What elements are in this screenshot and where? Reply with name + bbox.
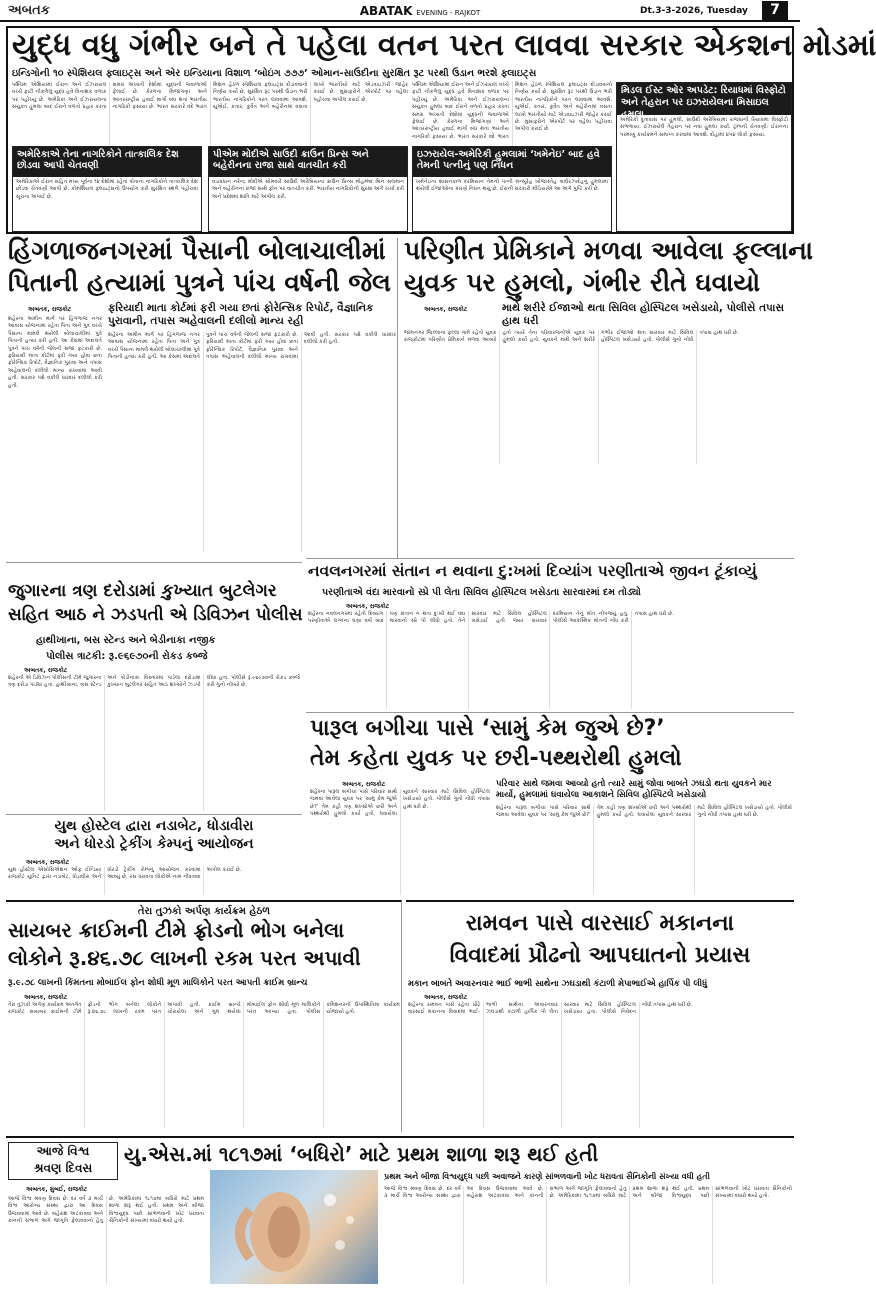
story-gambling-subhead-2: પોલીસ ત્રાટકી: રૂ.૯૬૯૭૦ની રોકડ કબ્જે [46,651,208,662]
story-youth-hostel-headline-1: યુથ હોસ્ટેલ દ્વારા નડાબેટ, ધોડાવીરા [54,818,254,834]
story-cyber-dateline: અબતક, રાજકોટ [24,994,68,1001]
story-navalnagar-dateline: અબતક, રાજકોટ [346,603,390,610]
masthead-edition: EVENING - RAJKOT [416,9,481,17]
story-falla-body: જામનગર જિલ્લાના ફલ્લા ગામે રહેતો યુવક રાજકોટમાં પરિણીત પ્રેમિકાને મળવા આવ્યો હતો ત્યારે તેના પરિવારજનોએ યુવક પર હુમલો કર્યો હતો. યુવકને માથે અને શરીરે ગંભીર ઈજાઓ થતા સારવાર માટે સિવિલ હોસ્પિટલ ખસેડાયો હતો. પોલીસે ગુનો નોંધી તપાસ હાથ ધરી છે. [404,330,739,344]
story-navalnagar-headline: નવલનગરમાં સંતાન ન થવાના દુ:ખમાં દિવ્યાંગ પરણીતાએ જીવન ટૂંકાવ્યું [308,562,757,580]
story-cyber [6,900,402,1132]
story-hearing-kicker-1: આજે વિશ્વ [36,1144,90,1158]
lead-box-modi-title: પીએમ મોદીએ સાઉદી ક્રાઉન પ્રિન્સ અને બહેરીનના રાજા સાથે વાતચીત કરી [209,147,407,177]
story-gambling-body: શહેરની એ ડિવિઝન પોલીસની ટીમે જુગારના ત્રણ દરોડા પાડ્યા હતા. હાથીખાના, બસ સ્ટેન્ડ અને બેડીનાકા વિસ્તારમાં પાડેલા દરોડામાં કુખ્યાત બુટલેગર સહિત આઠ શખ્સોને ઝડપી લીધા હતા. પોલીસે રૂ.૯૬૯૭૦ની રોકડ કબ્જે કરી ગુનો નોંધ્યો છે. [8,675,300,689]
story-parul-body-left: શહેરના પારૂલ બગીચા પાસે પરિવાર સાથે જમવા આવેલા યુવક પર ‘સામું કેમ જુએ છે?’ તેમ કહી ત્રણ શખ્સોએ છરી અને પથ્થરોથી હુમલો કર્યો હતો. ઘવાયેલા યુવકને સારવાર માટે સિવિલ હોસ્પિટલ ખસેડાયો હતો. પોલીસે ગુનો નોંધી તપાસ હાથ ધરી છે. [310,789,490,818]
story-falla-dateline: અબતક, રાજકોટ [424,306,468,313]
story-hearing-day [6,1136,794,1286]
story-hingalaj-subhead: ફરિયાદી માતા કોર્ટમાં ફરી ગયા છતાં ફોરેન્સિક રિપોર્ટ, વૈજ્ઞાનિક પુરાવાની, તપાસ અહેવાલની દલીલો માન્ય રહી [108,302,374,327]
story-hingalaj-body-left: શહેરના અમીન માર્ગ પર હિંગળાજ નગર આવાસ યોજનામાં રહેતા પિતા અને પુત્ર વચ્ચે પૈસાના મામલે થયેલી બોલાચાલીમાં પુત્રે પિતાની હત્યા કરી હતી. આ કેસમાં અદાલતે પુત્રને પાંચ વર્ષની જેલની સજા ફટકારી છે. ફરિયાદી માતા કોર્ટમાં ફરી ગયા હોવા છતાં ફોરેન્સિક રિપોર્ટ, વૈજ્ઞાનિક પુરાવા અને તપાસ અહેવાલની દલીલો માન્ય રાખવામાં આવી હતી. સરકાર પક્ષે વકીલે ધારદાર દલીલો કરી હતી. [8,316,102,389]
lead-box-usa-body: અમેરિકાએ ઈરાન સહિત મધ્ય પૂર્વના ૧૪ દેશોમાં રહેતા પોતાના નાગરિકોને તાત્કાલિક દેશ છોડવા ચેતવણી આપી છે. કોમર્શિયલ ફ્લાઇટ્સનો ઉપયોગ કરી સુરક્ષિત સ્થળે પહોંચવા સૂચના અપાઈ છે. [16,179,198,200]
lead-box-khamenei [412,146,612,232]
lead-box-update-body: અમેરિકી દૂતાવાસ પર હુમલો, સાઉદી અરેબિયામાં રાજધાની રિયાધમાં વિસ્ફોટો સંભળાયા. ઈઝરાયેલે તેહરાન પર નવા હુમલા કર્યા. ટ્રમ્પની ચેતવણી: ઈરાનના પરમાણુ કાર્યક્રમને સમાપ્ત કરવામાં આવશે. દોહામાં ૪૫૪ લોકો ફસાયા. [620,117,788,138]
story-falla-subhead: માથે શરીરે ઈજાઓ થતા સિવિલ હોસ્પિટલ ખસેડાયો, પોલીસે તપાસ હાથ ધરી [502,302,784,327]
masthead-logo: અબતક [8,3,50,18]
story-cyber-kicker: તેરા તુઝકો અર્પણ કાર્યક્રમ હેઠળ [137,906,271,917]
story-ramvan-subhead: મકાન બાબતે અવારનવાર ભાઈ ભાભી સાથેના ઝઘડાથી કંટાળી મેપાભાઈએ હાર્પિક પી લીધું [408,978,708,988]
lead-story [6,26,876,234]
story-gambling [6,562,302,814]
story-cyber-subhead: રૂ.૯.૭૮ લાખની કિંમતના મોબાઈલ ફોન શોધી મૂળ માલિકોને પરત આપતી ક્રાઈમ બ્રાન્ચ [8,978,308,988]
story-cyber-headline-1: સાયબર ક્રાઈમની ટીમે ફ્રોડનો ભોગ બનેલા [8,918,345,942]
masthead-date: Dt.3-3-2026, Tuesday [640,6,748,16]
masthead-title: ABATAK [359,4,413,18]
story-hearing-body-left: આજે વિશ્વ શ્રવણ દિવસ છે. દર વર્ષે ૩ માર્ચે વિશ્વ આરોગ્ય સંસ્થા દ્વારા આ દિવસ ઉજવવામાં આવે છે. બહેરાશ અટકાવવા અને કાનની સંભાળ અંગે જાગૃતિ ફેલાવવાનો હેતુ છે. અમેરિકામાં ૧૮૧૭માં બધિરો માટે પ્રથમ શાળા શરૂ થઈ હતી. પ્રથમ અને બીજા વિશ્વયુદ્ધ પછી સાંભળવાની ખોટ ધરાવતા સૈનિકોની સંખ્યામાં વધારો થયો હતો. [8,1196,204,1225]
story-falla-headline-1: પરિણીત પ્રેમિકાને મળવા આવેલા ફલ્લાના [404,236,813,265]
story-parul-body: શહેરના પારૂલ બગીચા પાસે પરિવાર સાથે જમવા આવેલા યુવક પર ‘સામું કેમ જુએ છે?’ તેમ કહી ત્રણ શખ્સોએ છરી અને પથ્થરોથી હુમલો કર્યો હતો. ઘવાયેલા યુવકને સારવાર માટે સિવિલ હોસ્પિટલ ખસેડાયો હતો. પોલીસે ગુનો નોંધી તપાસ હાથ ધરી છે. [496,805,792,819]
lead-box-khamenei-title: ઇઝરાયેલ-અમેરિકી હુમલામાં ‘ખમેનેઇ’ બાદ હવે તેમની પત્નીનું પણ નિધન [413,147,611,177]
story-hingalaj-headline-2: પિતાની હત્યામાં પુત્રને પાંચ વર્ષની જેલ [8,268,391,297]
lead-box-update-title: મિડલ ઈસ્ટ ઓર અપડેટ: રિયાધમાં વિસ્ફોટો અને તેહરાન પર ઇઝરાયેલના મિસાઇલ હુમલા [617,83,791,115]
story-youth-hostel-body: યુથ હોસ્ટેલ એસોસિએશન ઓફ ઈન્ડિયા રાજકોટ યુનિટ દ્વારા નડાબેટ, ધોડાવીરા અને ધોરડો ટ્રેકીંગ કેમ્પનું આયોજન કરવામાં આવ્યું છે. રસ ધરાવતા લોકોએ નામ નોંધાવવા અપીલ કરાઈ છે. [8,867,242,881]
story-hearing-body: આજે વિશ્વ શ્રવણ દિવસ છે. દર વર્ષે ૩ માર્ચે વિશ્વ આરોગ્ય સંસ્થા દ્વારા આ દિવસ ઉજવવામાં આવે છે. બહેરાશ અટકાવવા અને કાનની સંભાળ અંગે જાગૃતિ ફેલાવવાનો હેતુ છે. અમેરિકામાં ૧૮૧૭માં બધિરો માટે પ્રથમ શાળા શરૂ થઈ હતી. પ્રથમ અને બીજા વિશ્વયુદ્ધ પછી સાંભળવાની ખોટ ધરાવતા સૈનિકોની સંખ્યામાં વધારો થયો હતો. [384,1186,792,1200]
lead-box-update [616,82,792,232]
story-hingalaj-headline-1: હિંગળાજનગરમાં પૈસાની બોલાચાલીમાં [8,236,386,265]
lead-box-khamenei-body: ખમેનેઇના શાસનકાળ દરમિયાન તેમની પત્ની મન્સૂરેહ ખોજાસ્તેહ બાઘેરઝાદેહનું હુમલામાં થયેલી ઈજાઓના કારણે નિધન થયું છે. ઈરાની સરકારી મીડિયાએ આ અંગે પુષ્ટિ કરી છે. [416,179,608,193]
story-hearing-kicker-box [8,1142,118,1180]
lead-box-usa-title: અમેરિકાએ તેના નાગરિકોને તાત્કાલિક દેશ છોડવા આપી ચેતવણી [13,147,201,177]
story-parul-dateline: અબતક, રાજકોટ [342,781,386,788]
story-cyber-body: તેરા તુઝકો અર્પણ કાર્યક્રમ અંતર્ગત રાજકોટ સાયબર ક્રાઈમની ટીમે ફ્રોડનો ભોગ બનેલા લોકોને રૂ.૪૬.૭૮ લાખની રકમ પરત અપાવી હતી. ક્રાઈમ બ્રાન્ચે ચોરાયેલા અને ગુમ થયેલા મોબાઈલ ફોન શોધી મૂળ માલિકોને પરત આપ્યા હતા. પોલીસ કમિશનરની ઉપસ્થિતિમાં કાર્યક્રમ યોજાયો હતો. [8,1002,400,1016]
story-youth-hostel-dateline: અબતક, રાજકોટ [26,859,70,866]
story-ramvan-body: શહેરના રામવન પાસે રહેતા પ્રૌઢે વારસાઈ મકાનના વિવાદમાં ભાઈ-ભાભી સાથેના અવારનવાર ઝઘડાથી કંટાળી હાર્પિક પી લેતા સારવાર માટે સિવિલ હોસ્પિટલ ખસેડાયા હતા. પોલીસે નિવેદન નોંધી તપાસ હાથ ધરી છે. [408,1002,693,1016]
lead-box-modi [208,146,408,232]
story-gambling-dateline: અબતક, રાજકોટ [24,667,68,674]
lead-box-usa [12,146,202,232]
lead-body: પશ્ચિમ એશિયામાં ઈરાન અને ઈઝરાયલ વચ્ચે ફાટી નીકળેલું યુદ્ધ હવે વિનાશક વળાંક પર પહોંચ્યું છે. અમેરિકા અને ઈઝરાયલના સંયુક્ત હુમલા બાદ ઈરાને વળતો પ્રહાર કરતા સમગ્ર અખાતી દેશોમાં યુદ્ધની જ્વાળાઓ ફેલાઈ છે. કેરળના મિજાગણાં અને આંતરરાષ્ટ્રીય હવાઈ માર્ગો બંધ થતાં ભારતીય નાગરિકો ફસાયા છે. ભારત સરકારે વંદે ભારત મિશન હેઠળ સ્પેશિયલ ફ્લાઇટ્સ દોડાવવાનો નિર્ણય કર્યો છે. સુરક્ષિત રૂટ પરથી ઉડાન ભરી ભારતીય નાગરિકોને પરત લાવવામાં આવશે. યુએઈ, કતાર, કુવૈત અને બહેરીનમાં વસતા લાખો ભારતીયો માટે એડવાઇઝરી જાહેર કરાઈ છે. મુસાફરોને એરપોર્ટ પર વહેલા પહોંચવા અપીલ કરાઈ છે. [12,82,408,111]
masthead-title-wrap [320,4,520,18]
story-hearing-subhead: પ્રથમ અને બીજા વિશ્વયુદ્ધ પછી અવાજને કારણે સાંભળવાની ખોટ ધરાવતા સૈનિકોની સંખ્યા વધી હતી [384,1172,710,1181]
story-gambling-headline-1: જુગારના ત્રણ દરોડામાં કુખ્યાત બુટલેગર [8,581,277,601]
lead-box-modi-body: વડાપ્રધાન નરેન્દ્ર મોદીએ સોમવારે સાઉદી અરેબિયાના ક્રાઉન પ્રિન્સ મોહમ્મદ બિન સલમાન અને બહેરીનના રાજા સાથે ફોન પર વાતચીત કરી. ભારતીય નાગરિકોની સુરક્ષા અંગે ચર્ચા કરી અને પ્રદેશમાં શાંતિ માટે અપીલ કરી. [212,179,404,200]
masthead [0,0,800,22]
ear-icon [210,1170,378,1284]
story-navalnagar [306,558,794,712]
story-hingalaj-body: શહેરના અમીન માર્ગ પર હિંગળાજ નગર આવાસ યોજનામાં રહેતા પિતા અને પુત્ર વચ્ચે પૈસાના મામલે થયેલી બોલાચાલીમાં પુત્રે પિતાની હત્યા કરી હતી. આ કેસમાં અદાલતે પુત્રને પાંચ વર્ષની જેલની સજા ફટકારી છે. ફરિયાદી માતા કોર્ટમાં ફરી ગયા હોવા છતાં ફોરેન્સિક રિપોર્ટ, વૈજ્ઞાનિક પુરાવા અને તપાસ અહેવાલની દલીલો માન્ય રાખવામાં આવી હતી. સરકાર પક્ષે વકીલે ધારદાર દલીલો કરી હતી. [108,332,396,361]
story-falla [402,236,813,558]
story-gambling-subhead-1: હાથીખાના, બસ સ્ટેન્ડ અને બેડીનાકા નજીક [36,635,216,646]
story-ramvan-dateline: અબતક, રાજકોટ [424,994,468,1001]
story-gambling-headline-2: સહિત આઠ ને ઝડપતી એ ડિવિઝન પોલીસ [8,605,303,625]
story-falla-headline-2: યુવક પર હુમલો, ગંભીર રીતે ઘવાયો [404,268,761,297]
story-youth-hostel [6,814,302,896]
lead-body-right: પશ્ચિમ એશિયામાં ઈરાન અને ઈઝરાયલ વચ્ચે ફાટી નીકળેલું યુદ્ધ હવે વિનાશક વળાંક પર પહોંચ્યું છે. અમેરિકા અને ઈઝરાયલના સંયુક્ત હુમલા બાદ ઈરાને વળતો પ્રહાર કરતા સમગ્ર અખાતી દેશોમાં યુદ્ધની જ્વાળાઓ ફેલાઈ છે. કેરળના મિજાગણાં અને આંતરરાષ્ટ્રીય હવાઈ માર્ગો બંધ થતાં ભારતીય નાગરિકો ફસાયા છે. ભારત સરકારે વંદે ભારત મિશન હેઠળ સ્પેશિયલ ફ્લાઇટ્સ દોડાવવાનો નિર્ણય કર્યો છે. સુરક્ષિત રૂટ પરથી ઉડાન ભરી ભારતીય નાગરિકોને પરત લાવવામાં આવશે. યુએઈ, કતાર, કુવૈત અને બહેરીનમાં વસતા લાખો ભારતીયો માટે એડવાઇઝરી જાહેર કરાઈ છે. મુસાફરોને એરપોર્ટ પર વહેલા પહોંચવા અપીલ કરાઈ છે. [412,82,612,140]
hearing-photo [210,1170,378,1284]
story-ramvan-headline-2: વિવાદમાં પ્રૌઢનો આપઘાતનો પ્રયાસ [449,943,751,968]
story-navalnagar-body: શહેરના નવલનગરમાં રહેતી દિવ્યાંગ પરણીતાએ લગ્નના ઘણા વર્ષો બાદ પણ સંતાન ન થતા દુ:ખી થઈ વંદા મારવાનો સ્પ્રે પી લીધો હતો. તેને સારવાર માટે સિવિલ હોસ્પિટલ ખસેડાઈ હતી જ્યાં સારવાર દરમિયાન તેનું મોત નીપજ્યું હતું. પોલીસે આકસ્મિક મોતની નોંધ કરી તપાસ હાથ ધરી છે. [308,611,674,625]
story-hingalaj [6,238,398,558]
story-navalnagar-subhead: પરણીતાએ વંદા મારવાનો સ્પ્રે પી લેતા સિવિલ હોસ્પિટલ ખસેડતા સારવારમાં દમ તોડ્યો [322,587,641,598]
story-cyber-headline-2: લોકોને રૂ.૪૬.૭૮ લાખની રકમ પરત અપાવી [8,946,361,970]
story-hingalaj-dateline: અબતક, રાજકોટ [28,306,72,313]
story-parul-headline-2: તેમ કહેતા યુવક પર છરી-પથ્થરોથી હુમલો [310,746,682,771]
story-parul-subhead: પરિવાર સાથે જમવા આવ્યો હતો ત્યારે સામું જોવા બાબતે ઝઘડો થતા યુવકને માર માર્યો, હુમલામાં ઘવાયેલા આકાશને સિવિલ હોસ્પિટલે ખસેડાયો [496,779,772,800]
lead-headline: યુદ્ધ વધુ ગંભીર બને તે પહેલા વતન પરત લાવવા સરકાર એકશન મોડમાં [12,28,876,63]
story-youth-hostel-headline-2: અને ધોરડો ટ્રેકીંગ કેમ્પનું આયોજન [54,836,254,852]
story-ramvan [406,900,794,1132]
story-hearing-kicker-2: શ્રવણ દિવસ [33,1161,93,1175]
story-parul-headline-1: પારૂલ બગીચા પાસે ‘સામું કેમ જુએ છે?’ [310,716,665,741]
story-hearing-dateline: અબતક, મુંબઈ, રાજકોટ [26,1186,88,1193]
page-number: 7 [762,1,788,20]
lead-subhead: ઇન્ડિગોની ૧૦ સ્પેશિયલ ફ્લાઇટ્સ અને એર ઇન્ડિયાના વિશાળ ‘બોઇંગ ૭૭૭’ ઓમાન-સાઉદીના સુરક્ષિત રૂટ પરથી ઉડાન ભરશે ફ્લાઇટ્સ [12,68,537,79]
story-parul [306,712,794,898]
story-hearing-headline: યુ.એસ.માં ૧૮૧૭માં ‘બધિરો’ માટે પ્રથમ શાળા શરૂ થઈ હતી [124,1142,599,1166]
story-ramvan-headline-1: રામવન પાસે વારસાઈ મકાનના [465,911,735,936]
